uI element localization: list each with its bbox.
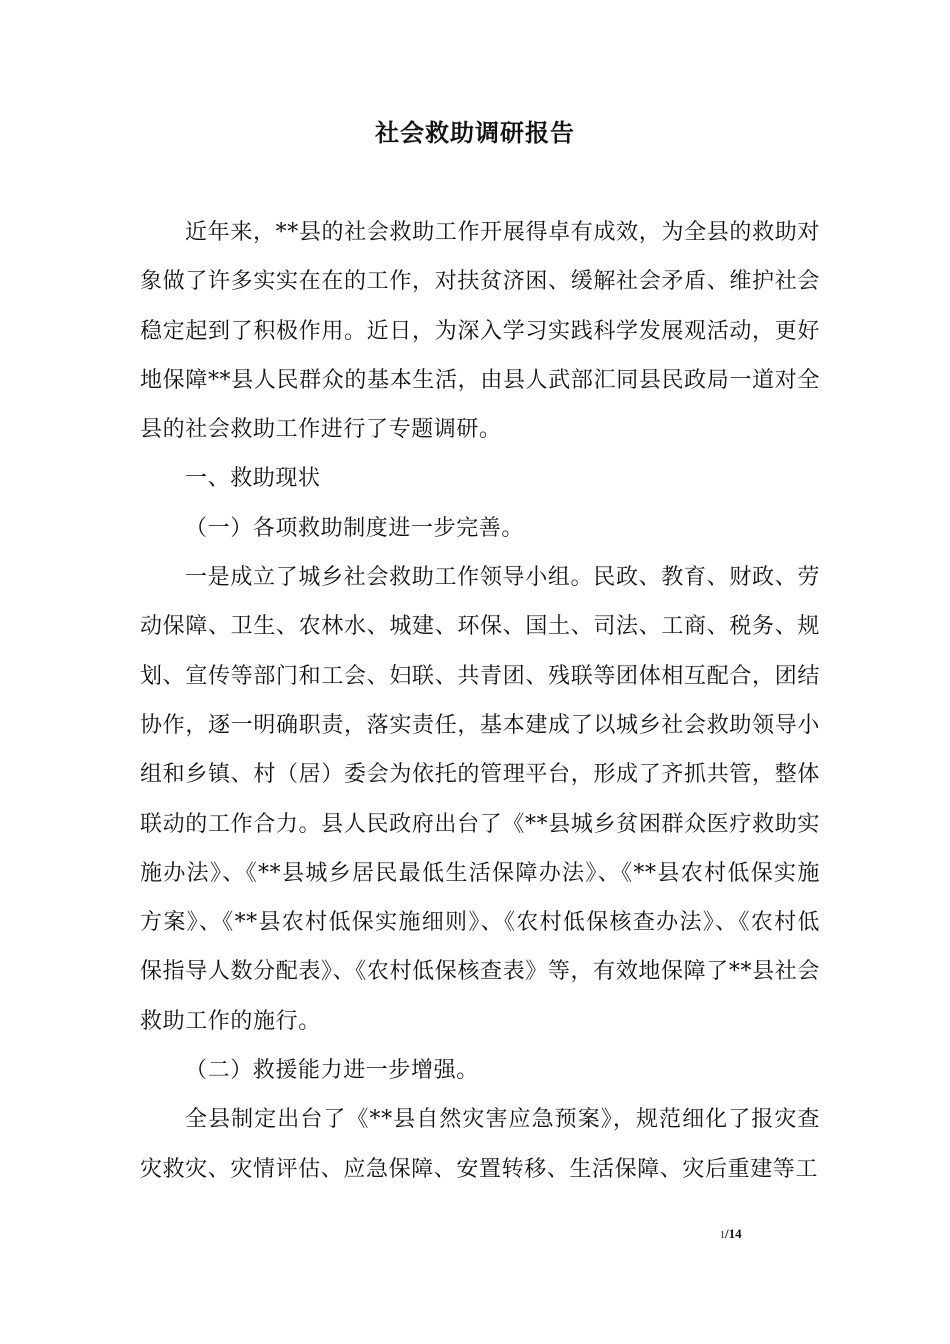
page-number [720,1226,800,1244]
document-body [140,208,820,1194]
subsection-heading-systems: （一）各项救助制度进一步完善。 [185,515,525,541]
document-title: 社会救助调研报告 [375,119,575,147]
paragraph-intro: 近年来，**县的社会救助工作开展得卓有成效，为全县的救助对象做了许多实实在在的工作，对扶贫济困、缓解社会矛盾、维护社会稳定起到了积极作用。近日，为深入学习实践科学发展观活动，更好地保障**县人民群众的基本生活，由县人武部汇同县民政局一道对全县的社会救助工作进行了专题调研。 [140,220,820,443]
paragraph-emergency-plan: 全县制定出台了《**县自然灾害应急预案》，规范细化了报灾查灾救灾、灾情评估、应急保障、安置转移、生活保障、灾后重建等工 [140,1107,820,1182]
page-number-separator: / [725,1226,729,1241]
paragraph-leadership-group: 一是成立了城乡社会救助工作领导小组。民政、教育、财政、劳动保障、卫生、农林水、城建、环保、国土、司法、工商、税务、规划、宣传等部门和工会、妇联、共青团、残联等团体相互配合，团结协作，逐一明确职责，落实责任，基本建成了以城乡社会救助领导小组和乡镇、村（居）委会为依托的管理平台，形成了齐抓共管，整体联动的工作合力。县人民政府出台了《**县城乡贫困群众医疗救助实施办法》、《**县城乡居民最低生活保障办法》、《**县农村低保实施方案》、《**县农村低保实施细则》、《农村低保核查办法》、《农村低保指导人数分配表》、《农村低保核查表》等，有效地保障了**县社会救助工作的施行。 [140,565,820,1034]
subsection-heading-rescue: （二）救援能力进一步增强。 [185,1058,479,1084]
page-number-total: 14 [728,1226,742,1241]
section-heading-status: 一、救助现状 [185,466,321,492]
page-number-current: 1 [720,1230,725,1241]
